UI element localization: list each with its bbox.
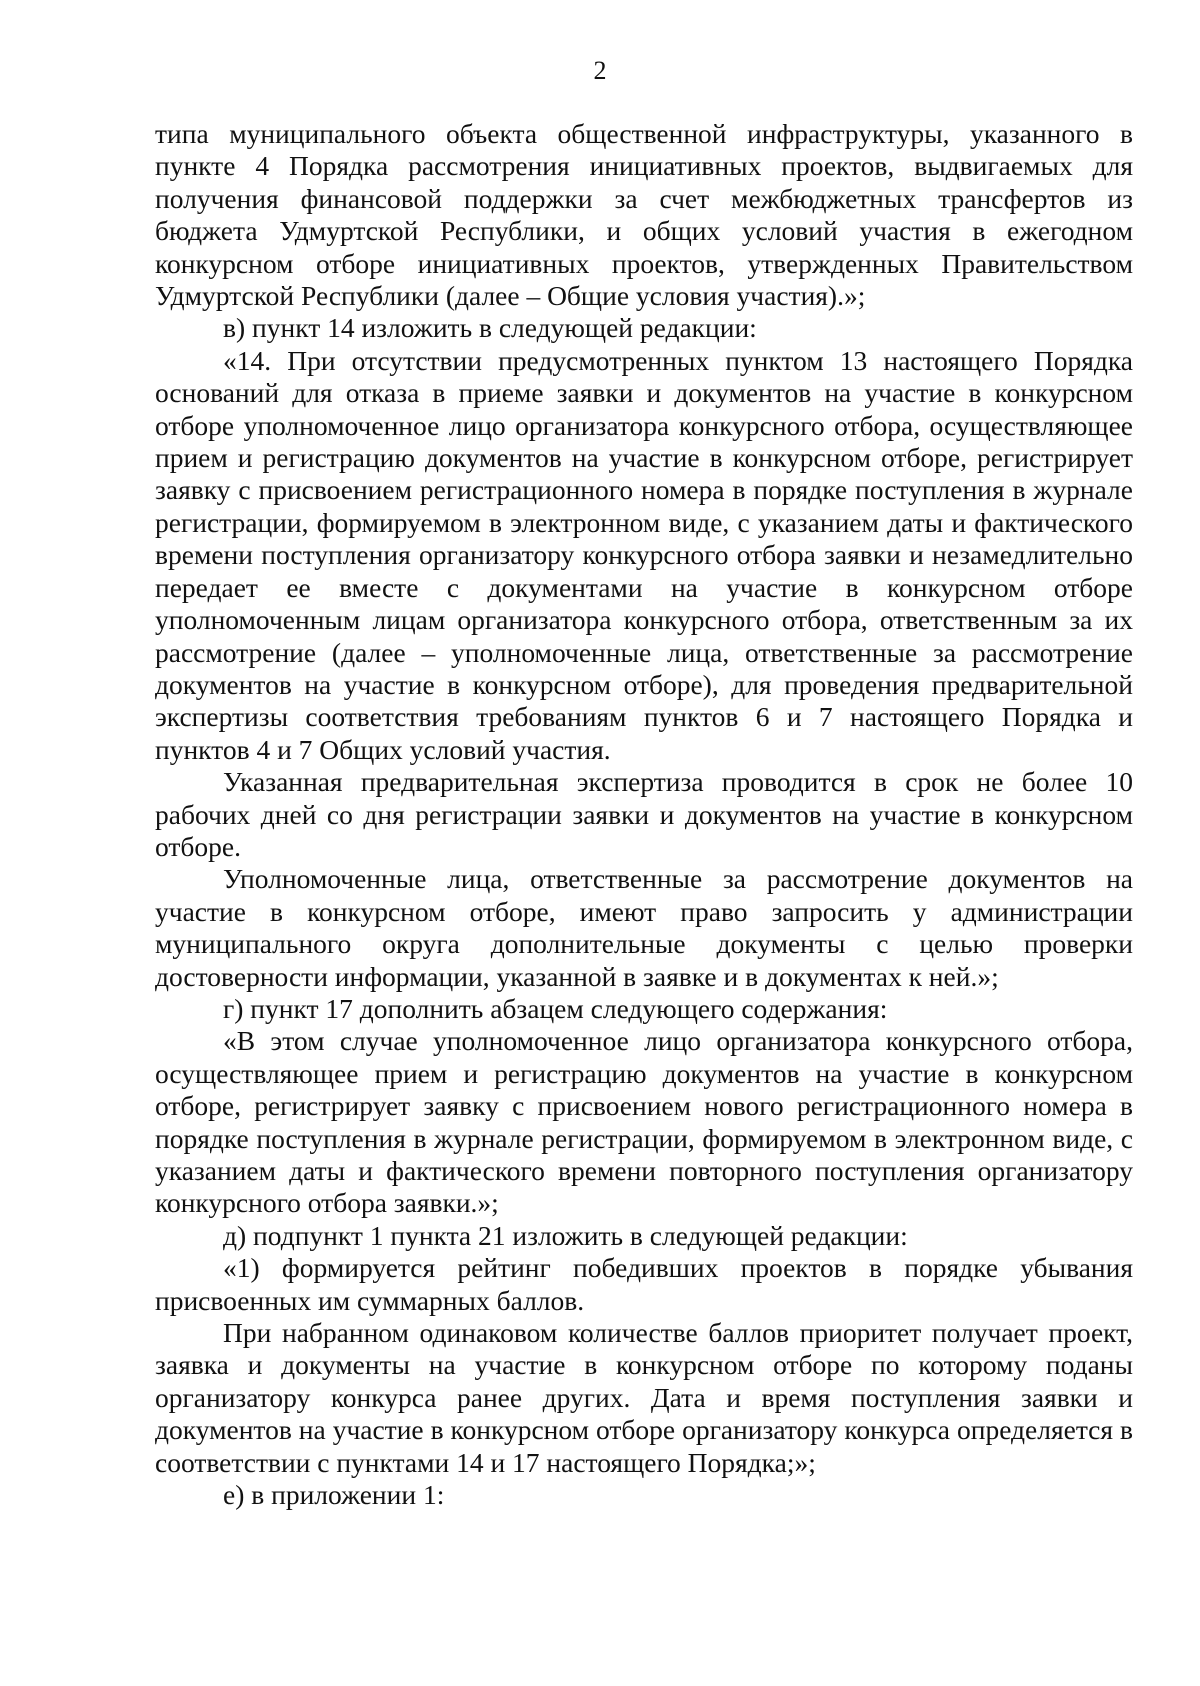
paragraph-item-e: е) в приложении 1:	[223, 1479, 445, 1511]
paragraph-equal-points: При набранном одинаковом количестве баллов приоритет получает проект, заявка и документы на участие в конкурсном отборе по которому поданы организатору конкурса ранее других. Дата и время поступления заявки и документов на участие в конкурсном отборе организатору конкурса определяется в соответствии с пунктами 14 и 17 настоящего Порядка;»;	[155, 1317, 1133, 1478]
paragraph-authorized-persons: Уполномоченные лица, ответственные за рассмотрение документов на участие в конкурсном отборе, имеют право запросить у администрации муниципального округа дополнительные документы с целью проверки достоверности информации, указанной в заявке и в документах к ней.»;	[155, 863, 1133, 992]
page-number: 2	[593, 56, 607, 85]
paragraph-item-g: г) пункт 17 дополнить абзацем следующего содержания:	[223, 992, 888, 1024]
paragraph-subpoint-1: «1) формируется рейтинг победивших проектов в порядке убывания присвоенных им суммарных баллов.	[155, 1252, 1133, 1316]
paragraph-point-17-addition: «В этом случае уполномоченное лицо организатора конкурсного отбора, осуществляющее прием и регистрацию документов на участие в конкурсном отборе, регистрирует заявку с присвоением нового регистрационного номера в порядке поступления в журнале регистрации, формируемом в электронном виде, с указанием даты и фактического времени повторного поступления организатору конкурсного отбора заявки.»;	[155, 1025, 1133, 1219]
paragraph-item-d: д) подпункт 1 пункта 21 изложить в следующей редакции:	[223, 1219, 908, 1251]
paragraph-continuation: типа муниципального объекта общественной инфраструктуры, указанного в пункте 4 Порядка рассмотрения инициативных проектов, выдвигаемых для получения финансовой поддержки за счет межбюджетных трансфертов из бюджета Удмуртской Республики, и общих условий участия в ежегодном конкурсном отборе инициативных проектов, утвержденных Правительством Удмуртской Республики (далее – Общие условия участия).»;	[155, 118, 1133, 312]
paragraph-point-14: «14. При отсутствии предусмотренных пунктом 13 настоящего Порядка оснований для отказа в приеме заявки и документов на участие в конкурсном отборе уполномоченное лицо организатора конкурсного отбора, осуществляющее прием и регистрацию документов на участие в конкурсном отборе, регистрирует заявку с присвоением регистрационного номера в порядке поступления в журнале регистрации, формируемом в электронном виде, с указанием даты и фактического времени поступления организатору конкурсного отбора заявки и незамедлительно передает ее вместе с документами на участие в конкурсном отборе уполномоченным лицам организатора конкурсного отбора, ответственным за их рассмотрение (далее – уполномоченные лица, ответственные за рассмотрение документов на участие в конкурсном отборе), для проведения предварительной экспертизы соответствия требованиям пунктов 6 и 7 настоящего Порядка и пунктов 4 и 7 Общих условий участия.	[155, 344, 1133, 765]
paragraph-expertise-term: Указанная предварительная экспертиза проводится в срок не более 10 рабочих дней со дня регистрации заявки и документов на участие в конкурсном отборе.	[155, 766, 1133, 862]
paragraph-item-v: в) пункт 14 изложить в следующей редакции:	[223, 312, 757, 344]
document-body	[155, 118, 1133, 1511]
